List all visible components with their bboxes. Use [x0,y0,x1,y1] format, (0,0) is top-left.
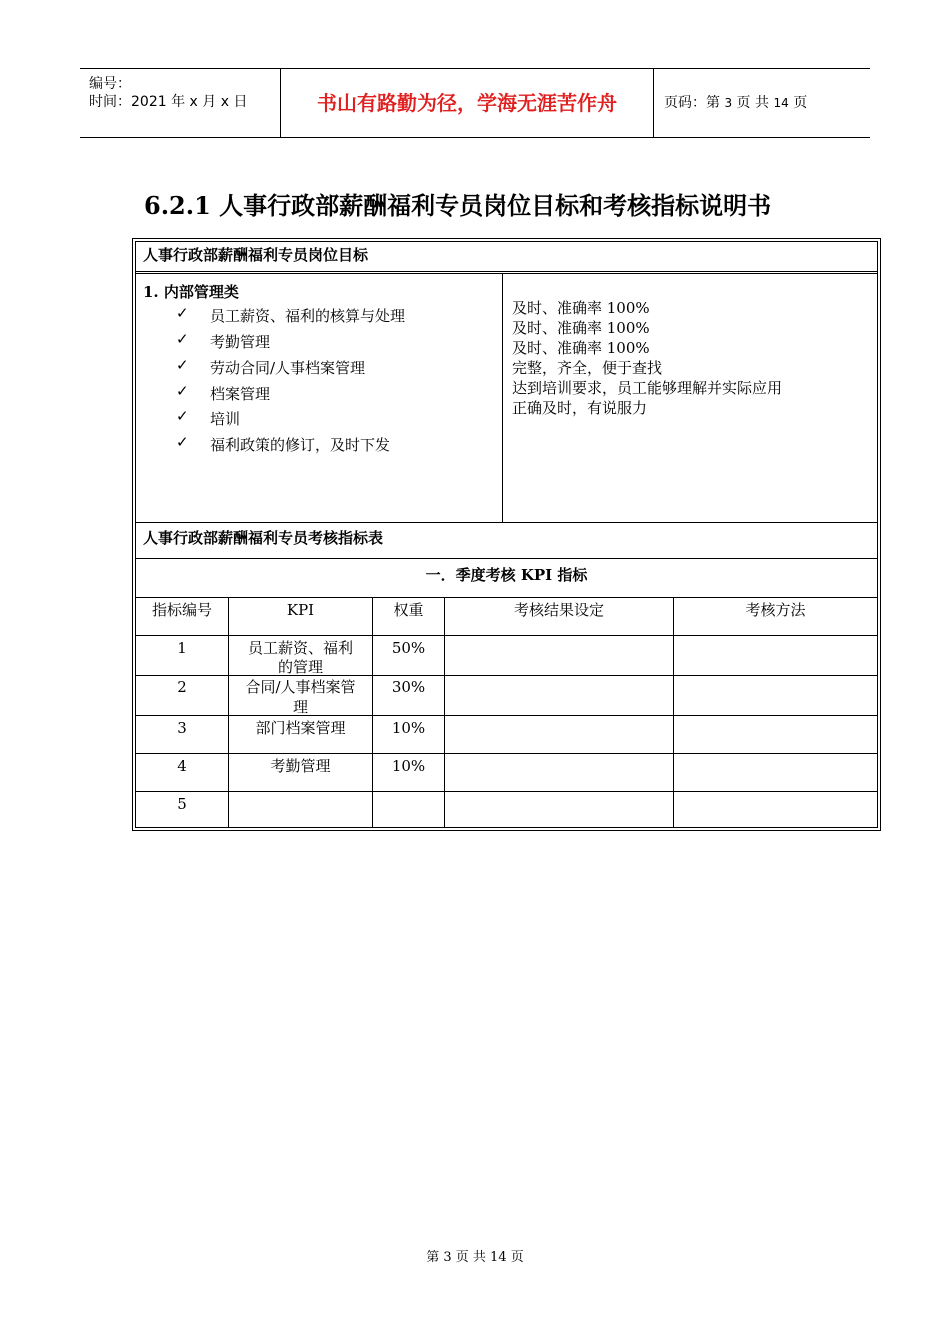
kpi-name: 考勤管理 [270,757,331,775]
table-divider [135,827,878,828]
table-divider [135,271,878,272]
page-mid: 页 共 [736,95,769,111]
page-current: 3 [724,96,733,110]
goal-item: 福利政策的修订，及时下发 [210,436,391,454]
column-header: KPI [286,601,315,619]
kpi-number: 5 [177,795,187,813]
goal-item: 考勤管理 [210,333,271,351]
table-divider [135,273,878,274]
page-footer: 第 3 页 共 14 页 [426,1250,524,1265]
goal-standard: 完整，齐全，便于查找 [512,359,663,377]
page-prefix: 页码：第 [664,95,720,111]
table-divider [673,597,674,828]
kpi-weight: 50% [391,639,426,657]
goal-item: 员工薪资、福利的核算与处理 [210,307,406,325]
column-header: 考核结果设定 [513,601,604,619]
table-divider [135,558,878,559]
goal-standard: 及时、准确率 100% [512,319,650,337]
table-divider [135,241,878,242]
table-divider [135,791,878,792]
kpi-number: 3 [177,719,187,737]
table-divider [135,241,136,828]
table-divider [135,635,878,636]
document-number-label: 编号： [89,76,131,92]
kpi-name: 合同/人事档案管 [245,678,356,696]
kpi-number: 4 [177,757,187,775]
checkmark-icon: ✓ [176,382,189,400]
goal-item: 档案管理 [210,385,271,403]
page-total: 14 [773,96,789,110]
table-divider [135,522,878,523]
goal-item: 培训 [210,410,241,428]
page-header [80,68,870,138]
kpi-number: 2 [177,678,187,696]
checkmark-icon: ✓ [176,433,189,451]
table-divider [135,597,878,598]
header-info-cell [80,69,281,137]
kpi-subtitle: 一．季度考核 KPI 指标 [425,566,588,584]
kpi-weight: 10% [391,719,426,737]
kpi-weight: 10% [391,757,426,775]
column-header: 权重 [393,601,424,619]
page-indicator [664,69,807,137]
table-divider [877,241,878,828]
table-divider [372,597,373,828]
goals-section-title: 人事行政部薪酬福利专员岗位目标 [143,246,369,264]
column-header: 考核方法 [745,601,806,619]
kpi-name: 部门档案管理 [255,719,346,737]
column-header: 指标编号 [151,601,212,619]
kpi-name-cont: 理 [292,698,308,716]
kpi-section-title: 人事行政部薪酬福利专员考核指标表 [143,529,384,547]
goal-standard: 达到培训要求，员工能够理解并实际应用 [512,379,783,397]
checkmark-icon: ✓ [176,330,189,348]
checkmark-icon: ✓ [176,304,189,322]
table-divider [444,597,445,828]
document-title: 6.2.1 人事行政部薪酬福利专员岗位目标和考核指标说明书 [144,191,772,220]
goal-item: 劳动合同/人事档案管理 [210,359,366,377]
date-label: 时间：2021 年 x 月 x 日 [89,94,248,110]
kpi-name: 员工薪资、福利 [247,639,353,657]
checkmark-icon: ✓ [176,356,189,374]
page-suffix: 页 [793,95,808,111]
goal-standard: 及时、准确率 100% [512,339,650,357]
kpi-number: 1 [177,639,187,657]
motto-text: 书山有路勤为径，学海无涯苦作舟 [281,69,654,137]
table-divider [135,753,878,754]
goal-standard: 正确及时，有说服力 [512,399,648,417]
table-divider [502,273,503,522]
goals-category: 1. 内部管理类 [143,283,239,301]
kpi-name-cont: 的管理 [277,658,323,676]
checkmark-icon: ✓ [176,407,189,425]
kpi-weight: 30% [391,678,426,696]
goal-standard: 及时、准确率 100% [512,299,650,317]
